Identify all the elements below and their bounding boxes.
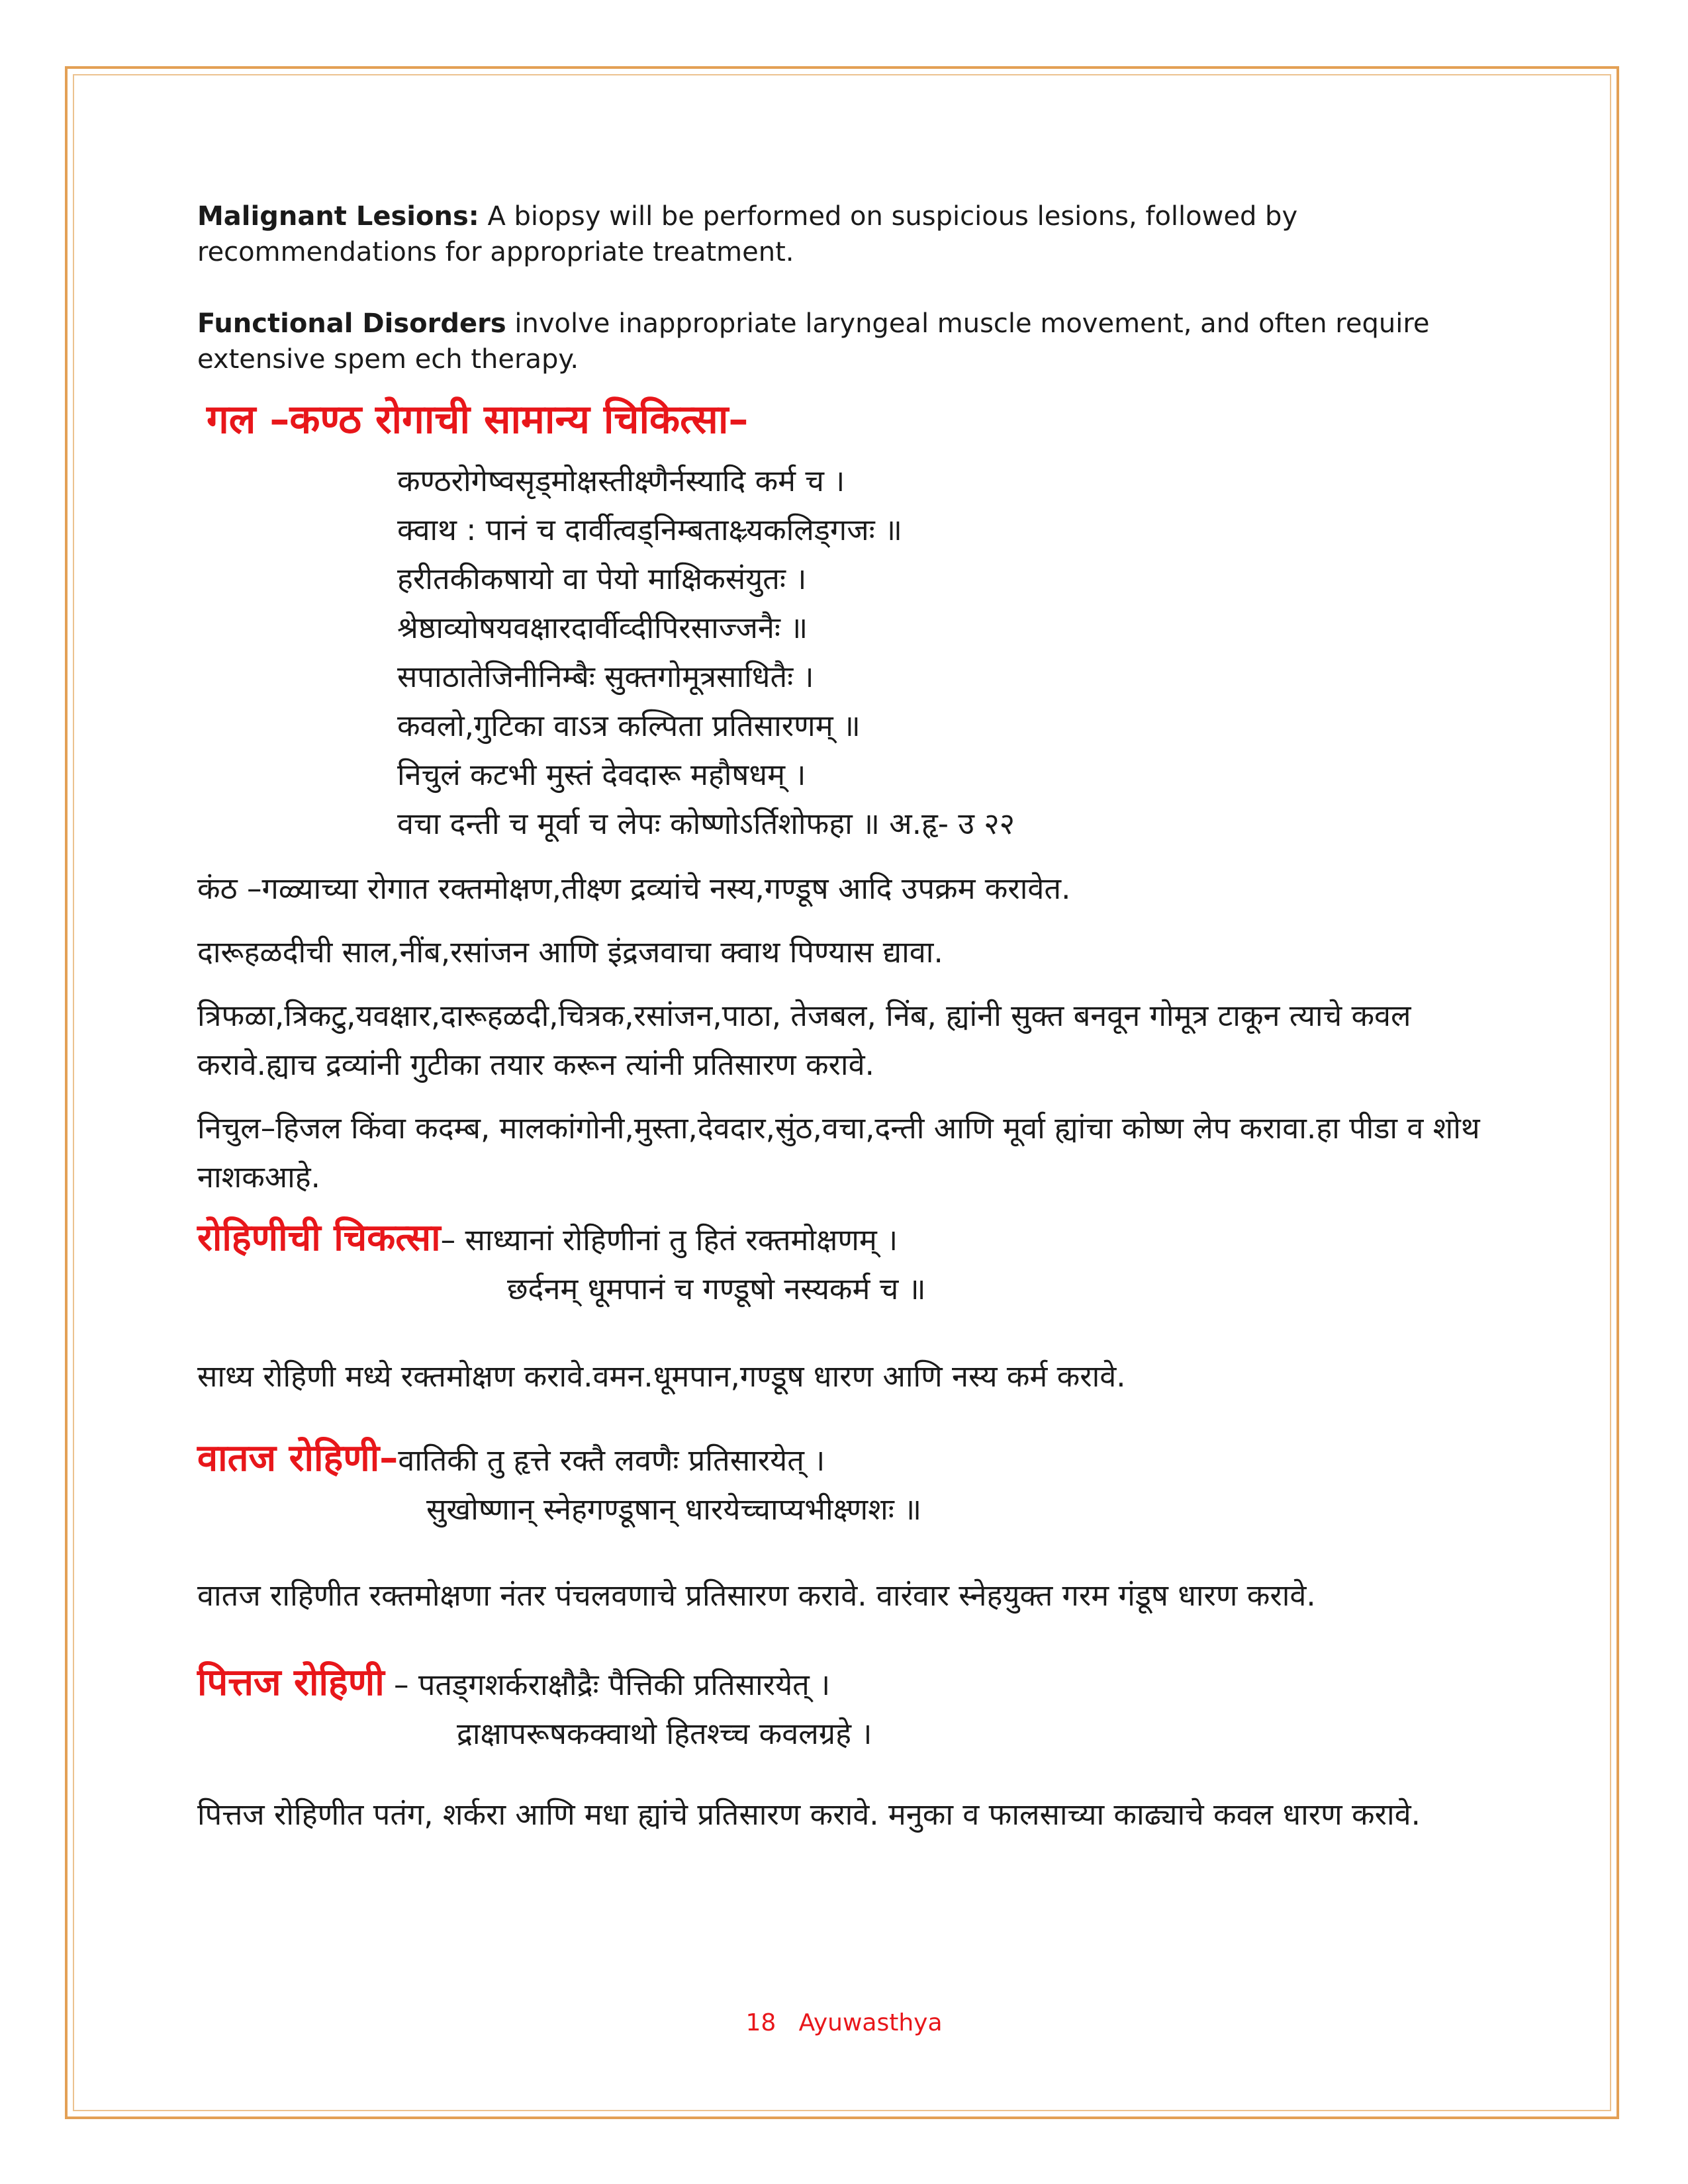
page-number: 18 — [745, 2009, 776, 2036]
page-footer — [0, 2009, 1688, 2036]
section3-verse-line-1: वातिकी तु हृत्ते रक्तै लवणैः प्रतिसारयेत् । — [398, 1443, 825, 1478]
section1-heading: गल –कण्ठ रोगाची सामान्य चिकित्सा– — [207, 396, 749, 443]
functional-disorders-text: involve inappropriate laryngeal muscle movement, and often require extensive spem ech therapy. — [197, 308, 1430, 375]
malignant-lesions-text: A biopsy will be performed on suspicious lesions, followed by recommendations for appropriate treatment. — [197, 201, 1298, 267]
section1-verse — [197, 457, 1495, 848]
section2-heading-line — [197, 1214, 1495, 1265]
section2-dash: – — [440, 1222, 465, 1257]
section1-paragraph-1: कंठ –गळ्याच्या रोगात रक्तमोक्षण,तीक्ष्ण द्रव्यांचे नस्य,गण्डूष आदि उपक्रम करावेत. — [197, 871, 1071, 906]
section4-paragraph: पित्तज रोहिणीत पतंग, शर्करा आणि मधा ह्यांचे प्रतिसारण करावे. मनुका व फालसाच्या काढ्याचे कवल धारण करावे. — [197, 1797, 1421, 1832]
section2-paragraph: साध्य रोहिणी मध्ये रक्तमोक्षण करावे.वमन.धूमपान,गण्डूष धारण आणि नस्य कर्म करावे. — [197, 1359, 1126, 1394]
malignant-lesions-paragraph — [197, 199, 1495, 270]
footer-title: Ayuwasthya — [798, 2009, 943, 2036]
page-content — [197, 199, 1495, 1839]
verse-line: कवलो,गुटिका वाऽत्र कल्पिता प्रतिसारणम् ॥ — [397, 708, 861, 743]
functional-disorders-paragraph — [197, 306, 1495, 377]
section4-verse-line-2: द्राक्षापरूषकक्वाथो हितश्च्च कवलग्रहे । — [457, 1716, 872, 1751]
section3-heading-line — [197, 1434, 1495, 1485]
section3-heading: वातज रोहिणी– — [197, 1437, 399, 1480]
section3-paragraph: वातज राहिणीत रक्तमोक्षणा नंतर पंचलवणाचे प्रतिसारण करावे. वारंवार स्नेहयुक्त गरम गंडूष धारण करावे. — [197, 1578, 1316, 1613]
verse-line: श्रेष्ठाव्योषयवक्षारदार्वीव्दीपिरसाज्जनैः ॥ — [397, 610, 808, 645]
verse-line: हरीतकीकषायो वा पेयो माक्षिकसंयुतः । — [397, 561, 807, 596]
section3-verse-line-2: सुखोष्णान् स्नेहगण्डूषान् धारयेच्चाप्यभीक्ष्णशः ॥ — [426, 1492, 922, 1527]
section4-heading: पित्तज रोहिणी — [197, 1661, 385, 1704]
section2-verse-line-2: छर्दनम् धूमपानं च गण्डूषो नस्यकर्म च ॥ — [507, 1271, 926, 1306]
section2-verse-line-1: साध्यानां रोहिणीनां तु हितं रक्तमोक्षणम् । — [465, 1222, 898, 1257]
section1-paragraph-4: निचुल–हिजल किंवा कदम्ब, मालकांगोनी,मुस्ता,देवदार,सुंठ,वचा,दन्ती आणि मूर्वा ह्यांचा कोष्ण लेप करावा.हा पीडा व शोथ नाशकआहे. — [197, 1111, 1480, 1195]
section1-paragraph-3: त्रिफळा,त्रिकटु,यवक्षार,दारूहळदी,चित्रक,रसांजन,पाठा, तेजबल, निंब, ह्यांनी सुक्त बनवून गोमूत्र टाकून त्याचे कवल करावे.ह्याच द्रव्यांनी गुटीका तयार करून त्यांनी प्रतिसारण करावे. — [197, 998, 1411, 1082]
functional-disorders-term: Functional Disorders — [197, 308, 506, 339]
section1-paragraph-2: दारूहळदीची साल,नींब,रसांजन आणि इंद्रजवाचा क्वाथ पिण्यास द्यावा. — [197, 934, 943, 970]
malignant-lesions-term: Malignant Lesions: — [197, 201, 479, 232]
verse-line: क्वाथ : पानं च दार्वीत्वड्निम्बताक्ष्र्यकलिड्गजः ॥ — [397, 512, 902, 547]
section4-dash: – — [384, 1667, 418, 1702]
verse-line: वचा दन्ती च मूर्वा च लेपः कोष्णोऽर्तिशोफहा ॥ अ.हृ- उ २२ — [397, 806, 1015, 841]
verse-line: सपाठातेजिनीनिम्बैः सुक्तगोमूत्रसाधितैः । — [397, 659, 814, 694]
verse-line: निचुलं कटभी मुस्तं देवदारू महौषधम् । — [397, 757, 806, 792]
verse-line: कण्ठरोगेष्वसृड्मोक्षस्तीक्ष्णैर्नस्यादि कर्म च । — [397, 463, 845, 498]
section4-heading-line — [197, 1659, 1495, 1709]
section4-verse-line-1: पतड्गशर्कराक्षौद्रैः पैत्तिकी प्रतिसारयेत् । — [418, 1667, 831, 1702]
section2-heading: रोहिणीची चिकत्सा — [197, 1216, 441, 1259]
